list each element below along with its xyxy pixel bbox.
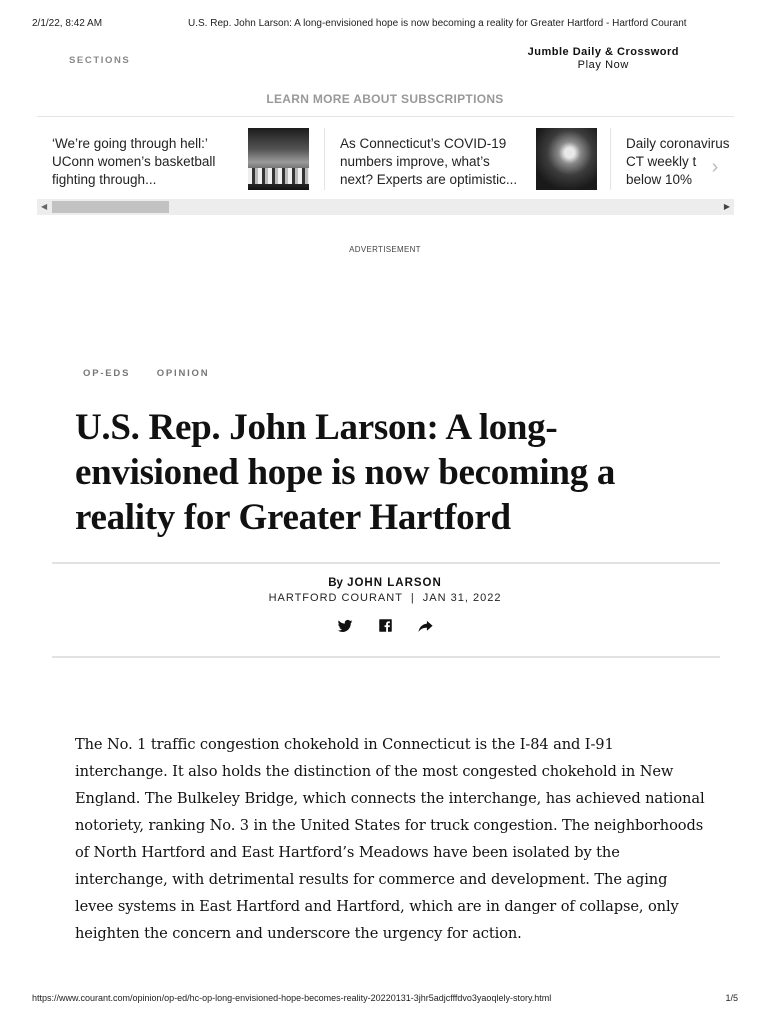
jumble-promo-link[interactable] xyxy=(528,46,679,71)
scroll-right-icon[interactable]: ▶ xyxy=(723,202,730,211)
related-stories-carousel xyxy=(37,122,734,198)
carousel-card[interactable] xyxy=(37,128,323,190)
divider xyxy=(52,656,720,658)
advertisement-label: ADVERTISEMENT xyxy=(349,245,421,254)
category-link-op-eds[interactable]: OP-EDS xyxy=(83,368,131,379)
carousel-card-title-line: CT weekly t xyxy=(626,154,697,169)
byline xyxy=(0,577,770,604)
print-url: https://www.courant.com/opinion/op-ed/hc-op-long-envisioned-hope-becomes-reality-20220131-3jhr5adjcfffdvo3yaoqlely-story.html xyxy=(32,993,552,1003)
twitter-icon[interactable] xyxy=(337,618,353,634)
category-link-opinion[interactable]: OPINION xyxy=(156,368,210,379)
carousel-card-title-line: Daily coronavirus xyxy=(626,136,730,151)
print-page-title: U.S. Rep. John Larson: A long-envisioned hope is now becoming a reality for Greater Hartford - Hartford Courant xyxy=(188,18,687,29)
article-date: JAN 31, 2022 xyxy=(422,592,502,604)
carousel-card[interactable] xyxy=(324,128,610,190)
jumble-promo-cta: Play Now xyxy=(577,59,629,71)
divider xyxy=(52,562,720,564)
chevron-right-icon[interactable]: › xyxy=(705,157,725,177)
article-categories xyxy=(83,368,209,379)
carousel-card-title: As Connecticut’s COVID-19 numbers improve, what’s next? Experts are optimistic... xyxy=(340,136,518,187)
print-date: 2/1/22, 8:42 AM xyxy=(32,18,103,29)
carousel-card-title: ‘We’re going through hell:’ UConn women’s basketball fighting through... xyxy=(52,136,216,187)
scrollbar-thumb[interactable] xyxy=(52,201,169,213)
author-name[interactable]: JOHN LARSON xyxy=(347,577,442,589)
byline-separator: | xyxy=(410,592,415,604)
jumble-promo-title: Jumble Daily & Crossword xyxy=(527,46,679,58)
share-icon[interactable] xyxy=(417,618,433,634)
scroll-left-icon[interactable]: ◀ xyxy=(41,202,48,211)
page-number: 1/5 xyxy=(725,993,738,1003)
byline-prefix: By xyxy=(328,577,343,589)
horizontal-scrollbar[interactable] xyxy=(37,199,734,215)
article-source: HARTFORD COURANT xyxy=(268,592,403,604)
divider xyxy=(37,116,734,117)
source-date-line xyxy=(0,592,770,604)
carousel-card-image xyxy=(536,128,597,190)
share-bar xyxy=(0,617,770,635)
carousel-card-title-line: below 10% xyxy=(626,172,693,187)
sections-menu-button[interactable]: SECTIONS xyxy=(69,55,131,66)
article-paragraph: The No. 1 traffic congestion chokehold in Connecticut is the I-84 and I-91 interchange. It also holds the distinction of the most congested chokehold in New England. The Bulkeley Bridge, which connects the interchange, has achieved national notoriety, ranking No. 3 in the United States for truck congestion. The neighborhoods of North Hartford and East Hartford’s Meadows have been isolated by the interchange, with detrimental results for commerce and development. The aging levee systems in East Hartford and Hartford, which are in danger of collapse, only heighten the concern and underscore the urgency for action. xyxy=(75,736,705,942)
article-headline: U.S. Rep. John Larson: A long-envisioned hope is now becoming a reality for Greater Hartford xyxy=(75,407,616,538)
subscriptions-link[interactable]: LEARN MORE ABOUT SUBSCRIPTIONS xyxy=(266,92,504,106)
carousel-card-image xyxy=(248,128,309,190)
author-line xyxy=(0,577,770,589)
facebook-icon[interactable] xyxy=(377,618,393,634)
